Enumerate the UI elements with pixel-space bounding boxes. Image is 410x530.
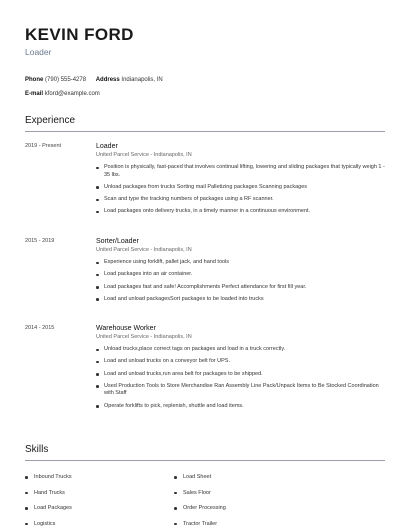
skill-item: Tractor Trailer: [174, 521, 226, 530]
skill-item: Hand Trucks: [25, 490, 72, 506]
email-label: E-mail: [25, 91, 44, 97]
skill-item: Logistics: [25, 521, 72, 530]
bullet-item: Unload trucks,place correct tags on packages and load in a truck correctly.: [96, 346, 385, 354]
skill-item: Inbound Trucks: [25, 474, 72, 490]
bullet-item: Experience using forklift, pallet jack, and hand tools: [96, 259, 385, 267]
job-company: United Parcel Service - Indianapolis, IN: [96, 152, 192, 158]
email-value[interactable]: kford@example.com: [44, 91, 100, 97]
bullet-item: Load and unload trucks,run area belt for packages to be shipped.: [96, 371, 385, 379]
bullet-item: Scan and type the tracking numbers of packages using a RF scanner.: [96, 196, 385, 204]
contact-info: [25, 74, 163, 100]
job-dates: 2015 - 2019: [25, 238, 55, 244]
bullet-item: Load packages fast and safe! Accomplishments Perfect attendance for first fill year.: [96, 284, 385, 292]
bullet-item: Load packages onto delivery trucks, in a timely manner in a continuous environment.: [96, 208, 385, 216]
skill-item: Order Processing: [174, 505, 226, 521]
address-value: Indianapolis, IN: [121, 77, 163, 83]
job-title: Sorter/Loader: [96, 238, 139, 245]
bullet-item: Operate forklifts to pick, replenish, shuttle and load items.: [96, 403, 385, 411]
bullet-item: Position is physically, fast-paced that involves continual lifting, lowering and sliding packages that typically weigh 1 - 35 lbs.: [96, 164, 385, 179]
skill-item: Load Packages: [25, 505, 72, 521]
experience-divider: [25, 131, 385, 132]
job-dates: 2019 - Present: [25, 143, 62, 149]
skills-column-left: [25, 474, 72, 530]
job-title: Warehouse Worker: [96, 325, 156, 332]
bullet-item: Used Production Tools to Store Merchandise Ran Assembly Line Pack/Unpack Items to Be Stocked Coordination with Staff: [96, 383, 385, 398]
skill-item: Load Sheet: [174, 474, 226, 490]
job-title: Loader: [96, 143, 118, 150]
bullet-item: Load and unload trucks on a conveyor belt for UPS.: [96, 358, 385, 366]
address-label: Address: [95, 77, 120, 83]
experience-heading: Experience: [25, 115, 76, 126]
job-bullets: [96, 164, 385, 216]
job-bullets: [96, 259, 385, 303]
job-bullets: [96, 346, 385, 410]
candidate-name: KEVIN FORD: [25, 25, 134, 44]
job-dates: 2014 - 2015: [25, 325, 55, 331]
skill-item: Sales Floor: [174, 490, 226, 506]
job-company: United Parcel Service - Indianapolis, IN: [96, 334, 192, 340]
bullet-item: Unload packages from trucks Sorting mail Palletizing packages Scanning packages: [96, 184, 385, 192]
job-title: Loader: [25, 47, 52, 57]
skills-column-right: [174, 474, 226, 530]
skills-divider: [25, 460, 385, 461]
bullet-item: Load and unload packagesSort packages to be loaded into trucks: [96, 296, 385, 304]
skills-heading: Skills: [25, 444, 49, 455]
phone-label: Phone: [25, 77, 44, 83]
phone-value: (790) 555-4278: [45, 77, 87, 83]
bullet-item: Load packages into an air container.: [96, 271, 385, 279]
resume-header: [25, 25, 134, 57]
job-company: United Parcel Service - Indianapolis, IN: [96, 247, 192, 253]
